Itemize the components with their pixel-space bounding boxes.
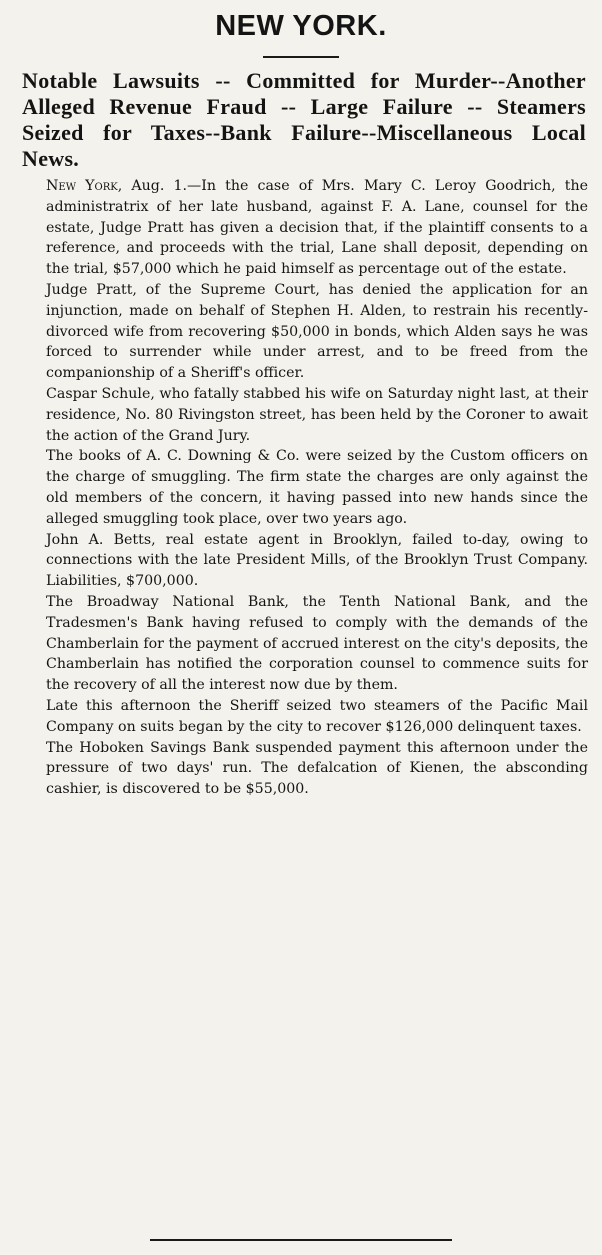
- article-paragraph: John A. Betts, real estate agent in Brooklyn, failed to-day, owing to connections with the late President Mills, of the Brooklyn Trust Company. Liabilities, $700,000.: [46, 531, 588, 590]
- article-paragraph: The Hoboken Savings Bank suspended payment this afternoon under the pressure of two days' run. The defalcation of Kienen, the absconding cashier, is discovered to be $55,000.: [46, 739, 588, 798]
- dateline: New York,: [46, 178, 123, 194]
- headline-rule: [263, 56, 339, 58]
- end-rule: [150, 1239, 452, 1241]
- article-paragraph: Late this afternoon the Sheriff seized two steamers of the Pacific Mail Company on suits began by the city to recover $126,000 delinquent taxes.: [46, 697, 588, 735]
- article-headline: Notable Lawsuits -- Committed for Murder--Another Alleged Revenue Fraud -- Large Failure -- Steamers Seized for Taxes--Bank Failure--Miscellaneous Local News.: [22, 68, 586, 171]
- article-paragraph: Caspar Schule, who fatally stabbed his wife on Saturday night last, at their residence, No. 80 Rivingston street, has been held by the Coroner to await the action of the Grand Jury.: [46, 385, 588, 444]
- article-paragraph: Judge Pratt, of the Supreme Court, has denied the application for an injunction, made on behalf of Stephen H. Alden, to restrain his recently-divorced wife from recovering $50,000 in bonds, which Alden says he was forced to surrender while under arrest, and to be freed from the companionship of a Sheriff's officer.: [46, 281, 588, 382]
- article-paragraph: The books of A. C. Downing & Co. were seized by the Custom officers on the charge of smuggling. The firm state the charges are only against the old members of the concern, it having passed into new hands since the alleged smuggling took place, over two years ago.: [46, 448, 588, 527]
- section-masthead: NEW YORK.: [215, 10, 387, 42]
- article-body: [46, 176, 588, 800]
- article-paragraph: The Broadway National Bank, the Tenth National Bank, and the Tradesmen's Bank having refused to comply with the demands of the Chamberlain for the payment of accrued interest on the city's deposits, the Chamberlain has notified the corporation counsel to commence suits for the recovery of all the interest now due by them.: [46, 593, 588, 694]
- article-paragraph: New York, Aug. 1.—In the case of Mrs. Mary C. Leroy Goodrich, the administratrix of her late husband, against F. A. Lane, counsel for the estate, Judge Pratt has given a decision that, if the plaintiff consents to a reference, and proceeds with the trial, Lane shall deposit, depending on the trial, $57,000 which he paid himself as percentage out of the estate.: [46, 178, 589, 278]
